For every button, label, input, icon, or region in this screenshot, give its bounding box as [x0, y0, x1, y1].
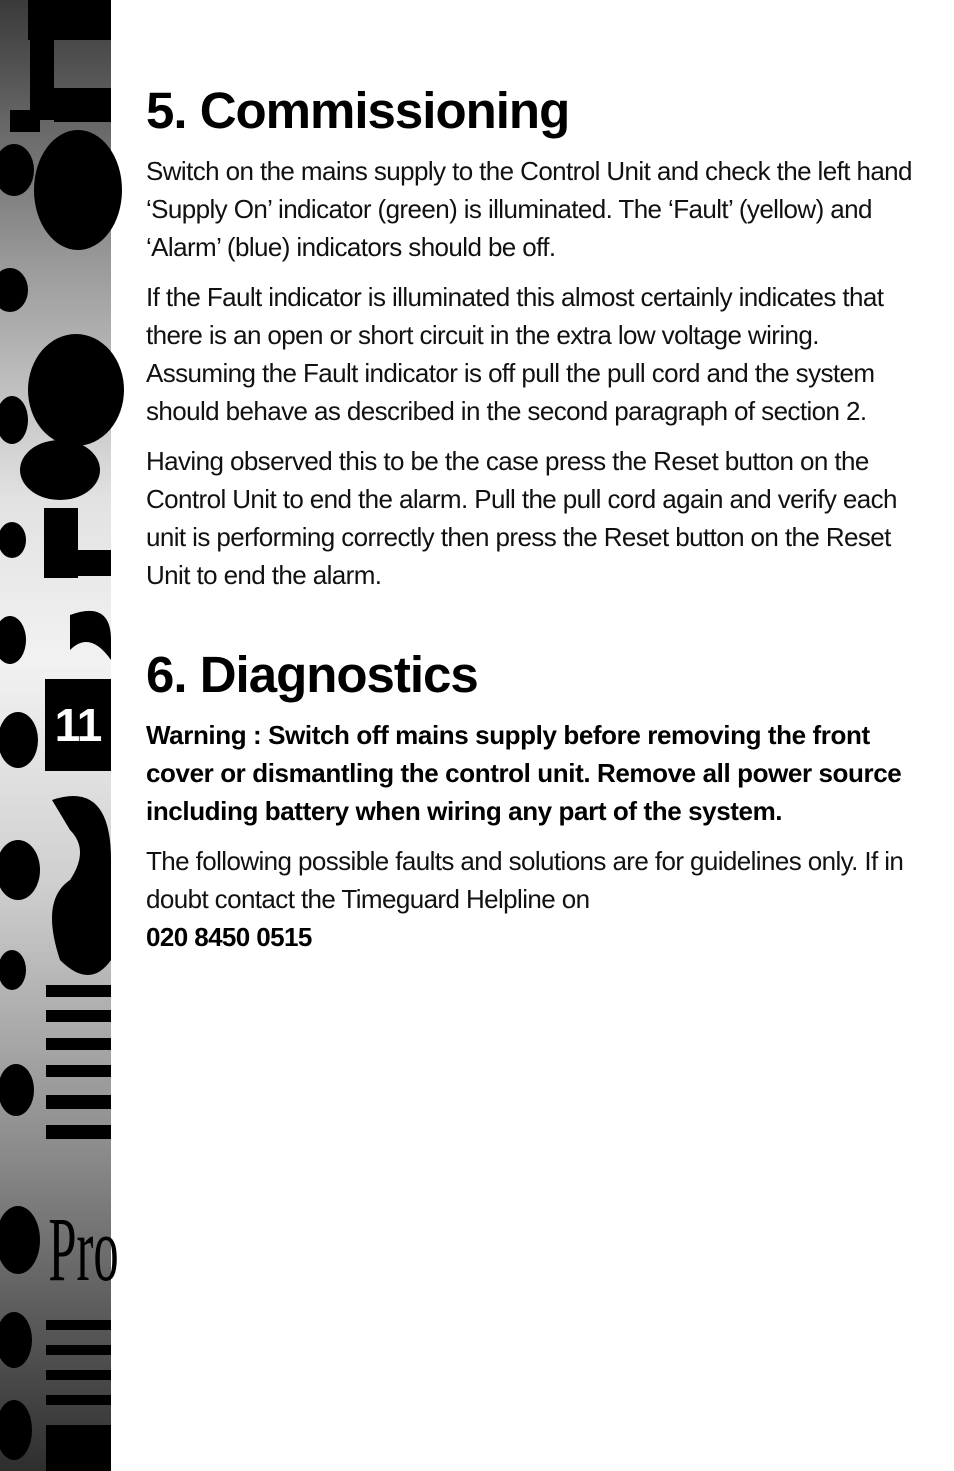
page-content — [146, 78, 916, 956]
diagnostics-warning: Warning : Switch off mains supply before removing the front cover or dismantling the control unit. Remove all power source including battery when wiring any part of the system. — [146, 720, 902, 826]
page-number: 11 — [45, 679, 111, 771]
diagnostics-body: The following possible faults and solutions are for guidelines only. If in doubt contact the Timeguard Helpline on — [146, 846, 904, 914]
commissioning-paragraph-1: Switch on the mains supply to the Control Unit and check the left hand ‘Supply On’ indicator (green) is illuminated. The ‘Fault’ (yellow) and ‘Alarm’ (blue) indicators should be off. — [146, 156, 912, 262]
commissioning-paragraph-2: If the Fault indicator is illuminated this almost certainly indicates that there is an open or short circuit in the extra low voltage wiring. Assuming the Fault indicator is off pull the pull cord and the system should behave as described in the second paragraph of section 2. — [146, 282, 884, 426]
commissioning-paragraph-3: Having observed this to be the case press the Reset button on the Control Unit to end the alarm. Pull the pull cord again and verify each unit is performing correctly then press the Reset button on the Reset Unit to end the alarm. — [146, 446, 897, 590]
section-diagnostics-title: 6. Diagnostics — [146, 646, 478, 703]
section-commissioning-title: 5. Commissioning — [146, 82, 570, 139]
helpline-phone-number: 020 8450 0515 — [146, 922, 312, 952]
strip-letters: Pro — [48, 1199, 119, 1302]
